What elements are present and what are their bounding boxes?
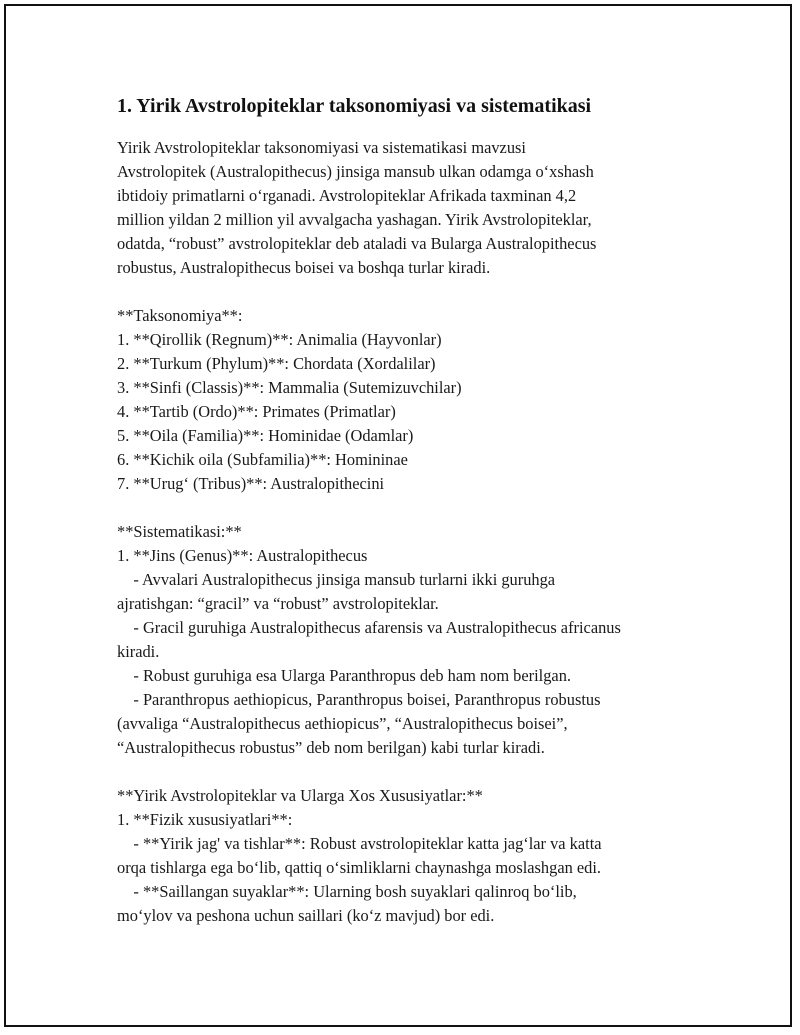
features-section [117, 784, 717, 928]
taxonomy-item: 3. **Sinfi (Classis)**: Mammalia (Sutemizuvchilar) [117, 378, 462, 397]
document-body [117, 92, 717, 928]
spacer [117, 496, 717, 520]
taxonomy-item: 2. **Turkum (Phylum)**: Chordata (Xordalilar) [117, 354, 436, 373]
intro-line: Avstrolopitek (Australopithecus) jinsiga mansub ulkan odamga o‘xshash [117, 162, 594, 181]
systematics-heading: **Sistematikasi:** [117, 522, 242, 541]
systematics-line: 1. **Jins (Genus)**: Australopithecus [117, 546, 368, 565]
systematics-line: (avvaliga “Australopithecus aethiopicus”, “Australopithecus boisei”, [117, 714, 568, 733]
taxonomy-item: 7. **Urug‘ (Tribus)**: Australopithecini [117, 474, 385, 493]
spacer [117, 280, 717, 304]
systematics-line: - Gracil guruhiga Australopithecus afarensis va Australopithecus africanus [117, 618, 621, 637]
intro-line: robustus, Australopithecus boisei va boshqa turlar kiradi. [117, 258, 491, 277]
intro-paragraph [117, 136, 717, 280]
features-line: 1. **Fizik xususiyatlari**: [117, 810, 293, 829]
features-line: - **Yirik jag' va tishlar**: Robust avstrolopiteklar katta jag‘lar va katta [117, 834, 602, 853]
systematics-line: ajratishgan: “gracil” va “robust” avstrolopiteklar. [117, 594, 439, 613]
taxonomy-item: 6. **Kichik oila (Subfamilia)**: Homininae [117, 450, 408, 469]
intro-line: Yirik Avstrolopiteklar taksonomiyasi va sistematikasi mavzusi [117, 138, 526, 157]
systematics-line: “Australopithecus robustus” deb nom berilgan) kabi turlar kiradi. [117, 738, 545, 757]
taxonomy-item: 1. **Qirollik (Regnum)**: Animalia (Hayvonlar) [117, 330, 442, 349]
features-heading: **Yirik Avstrolopiteklar va Ularga Xos Xususiyatlar:** [117, 786, 483, 805]
intro-line: million yildan 2 million yil avvalgacha yashagan. Yirik Avstrolopiteklar, [117, 210, 592, 229]
features-line: mo‘ylov va peshona uchun saillari (ko‘z mavjud) bor edi. [117, 906, 495, 925]
taxonomy-item: 5. **Oila (Familia)**: Hominidae (Odamlar) [117, 426, 414, 445]
document-title: 1. Yirik Avstrolopiteklar taksonomiyasi va sistematikasi [117, 95, 592, 117]
intro-line: odatda, “robust” avstrolopiteklar deb ataladi va Bularga Australopithecus [117, 234, 597, 253]
taxonomy-heading: **Taksonomiya**: [117, 306, 243, 325]
systematics-section [117, 520, 717, 760]
taxonomy-item: 4. **Tartib (Ordo)**: Primates (Primatlar) [117, 402, 396, 421]
taxonomy-section [117, 304, 717, 496]
features-line: - **Saillangan suyaklar**: Ularning bosh suyaklari qalinroq bo‘lib, [117, 882, 577, 901]
systematics-line: - Avvalari Australopithecus jinsiga mansub turlarni ikki guruhga [117, 570, 556, 589]
intro-line: ibtidoiy primatlarni o‘rganadi. Avstrolopiteklar Afrikada taxminan 4,2 [117, 186, 577, 205]
systematics-line: - Robust guruhiga esa Ularga Paranthropus deb ham nom berilgan. [117, 666, 571, 685]
systematics-line: kiradi. [117, 642, 160, 661]
spacer [117, 760, 717, 784]
systematics-line: - Paranthropus aethiopicus, Paranthropus boisei, Paranthropus robustus [117, 690, 601, 709]
features-line: orqa tishlarga ega bo‘lib, qattiq o‘simliklarni chaynashga moslashgan edi. [117, 858, 602, 877]
